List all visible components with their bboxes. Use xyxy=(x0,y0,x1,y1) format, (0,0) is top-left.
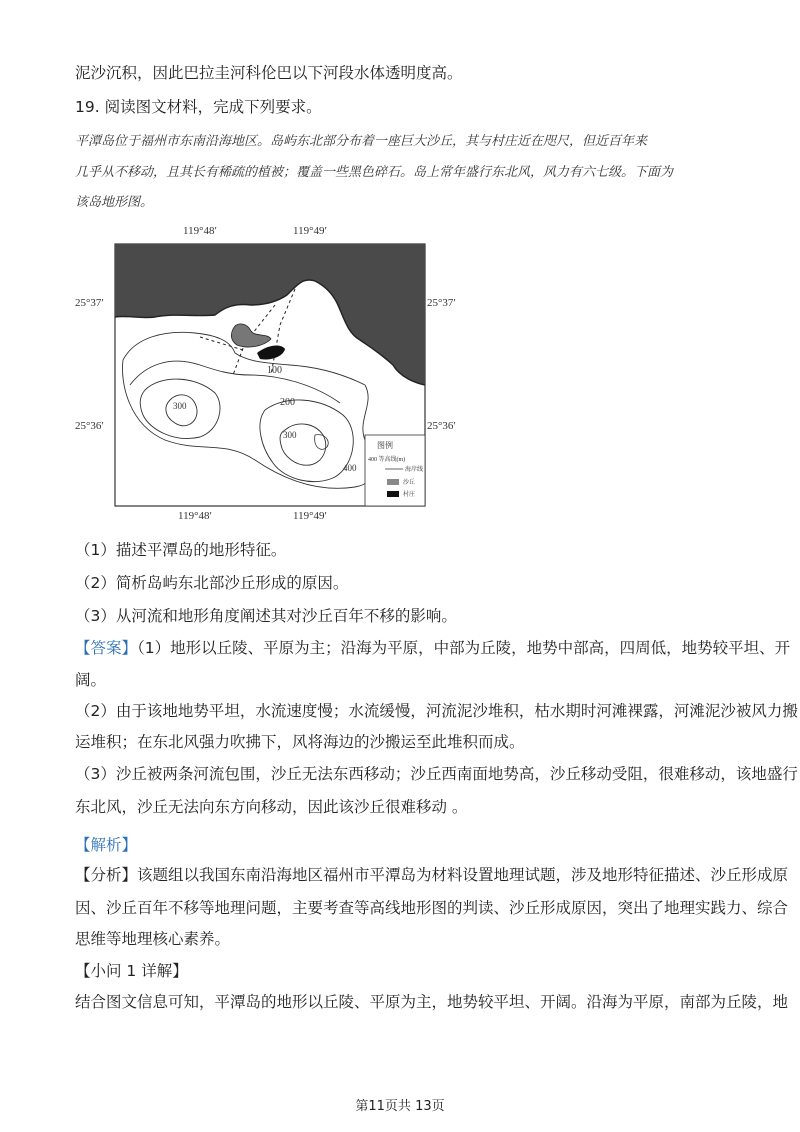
page-footer: 第11页共 13页 xyxy=(355,1099,445,1114)
lon-label: 119°48′ xyxy=(178,510,212,522)
contour-label: 400 xyxy=(343,463,357,473)
answer-tag: 【答案】 xyxy=(75,639,138,657)
lon-label: 119°49′ xyxy=(293,225,327,237)
explanation-line: 结合图文信息可知，平潭岛的地形以丘陵、平原为主，地势较平坦、开阔。沿海为平原，南部为丘陵，地 xyxy=(75,993,789,1011)
question-title: 19. 阅读图文材料，完成下列要求。 xyxy=(75,98,322,116)
contour-label: 200 xyxy=(280,397,295,408)
analysis-heading: 【解析】 xyxy=(75,836,138,854)
answer-line: （3）沙丘被两条河流包围，沙丘无法东西移动；沙丘西南面地势高，沙丘移动受阻，很难移动，该地盛行 xyxy=(75,765,798,783)
lat-label: 25°37′ xyxy=(427,297,456,309)
material-line: 平潭岛位于福州市东南沿海地区。岛屿东北部分布着一座巨大沙丘，其与村庄近在咫尺，但近百年来 xyxy=(75,134,648,149)
analysis-line: 思维等地理核心素养。 xyxy=(75,930,231,948)
lon-label: 119°49′ xyxy=(293,510,327,522)
analysis-line: 因、沙丘百年不移等地理问题，主要考查等高线地形图的判读、沙丘形成原因，突出了地理实践力、综合 xyxy=(75,899,789,917)
text-line: 泥沙沉积，因此巴拉圭河科伦巴以下河段水体透明度高。 xyxy=(75,64,463,82)
analysis-line: 【分析】该题组以我国东南沿海地区福州市平潭岛为材料设置地理试题，涉及地形特征描述、沙丘形成原 xyxy=(75,866,789,884)
answer-line: 阔。 xyxy=(75,671,107,689)
contour-label: 300 xyxy=(173,401,187,411)
question-3: （3）从河流和地形角度阐述其对沙丘百年不移的影响。 xyxy=(75,607,457,625)
material-line: 几乎从不移动，且其长有稀疏的植被；覆盖一些黑色碎石。岛上常年盛行东北风，风力有六七级。下面为 xyxy=(75,165,674,180)
legend-item: 海岸线 xyxy=(405,467,424,473)
material-line: 该岛地形图。 xyxy=(75,195,154,210)
sub-question-heading: 【小问 1 详解】 xyxy=(75,962,188,980)
terrain-map xyxy=(75,225,475,525)
contour-label: 100 xyxy=(267,365,282,376)
lat-label: 25°36′ xyxy=(75,420,104,432)
lat-label: 25°36′ xyxy=(427,420,456,432)
answer-line: 【答案】（1）地形以丘陵、平原为主；沿海为平原，中部为丘陵，地势中部高，四周低，地势较平坦、开 xyxy=(75,639,791,657)
legend-item: 400 等高线(m) xyxy=(368,457,406,463)
question-2: （2）简析岛屿东北部沙丘形成的原因。 xyxy=(75,574,349,592)
analysis-tag: 【分析】 xyxy=(75,866,138,884)
answer-line: （2）由于该地地势平坦，水流速度慢；水流缓慢，河流泥沙堆积，枯水期时河滩裸露，河滩泥沙被风力搬 xyxy=(75,702,798,720)
lat-label: 25°37′ xyxy=(75,297,104,309)
lon-label: 119°48′ xyxy=(183,225,217,237)
answer-line: 运堆积；在东北风强力吹拂下，风将海边的沙搬运至此堆积而成。 xyxy=(75,733,525,751)
question-1: （1）描述平潭岛的地形特征。 xyxy=(75,541,287,559)
legend-title: 图例 xyxy=(377,441,393,450)
contour-label: 300 xyxy=(283,430,297,440)
legend-item: 沙丘 xyxy=(403,480,416,486)
answer-line: 东北风，沙丘无法向东方向移动，因此该沙丘很难移动 。 xyxy=(75,798,468,816)
legend-item: 村庄 xyxy=(403,492,416,498)
